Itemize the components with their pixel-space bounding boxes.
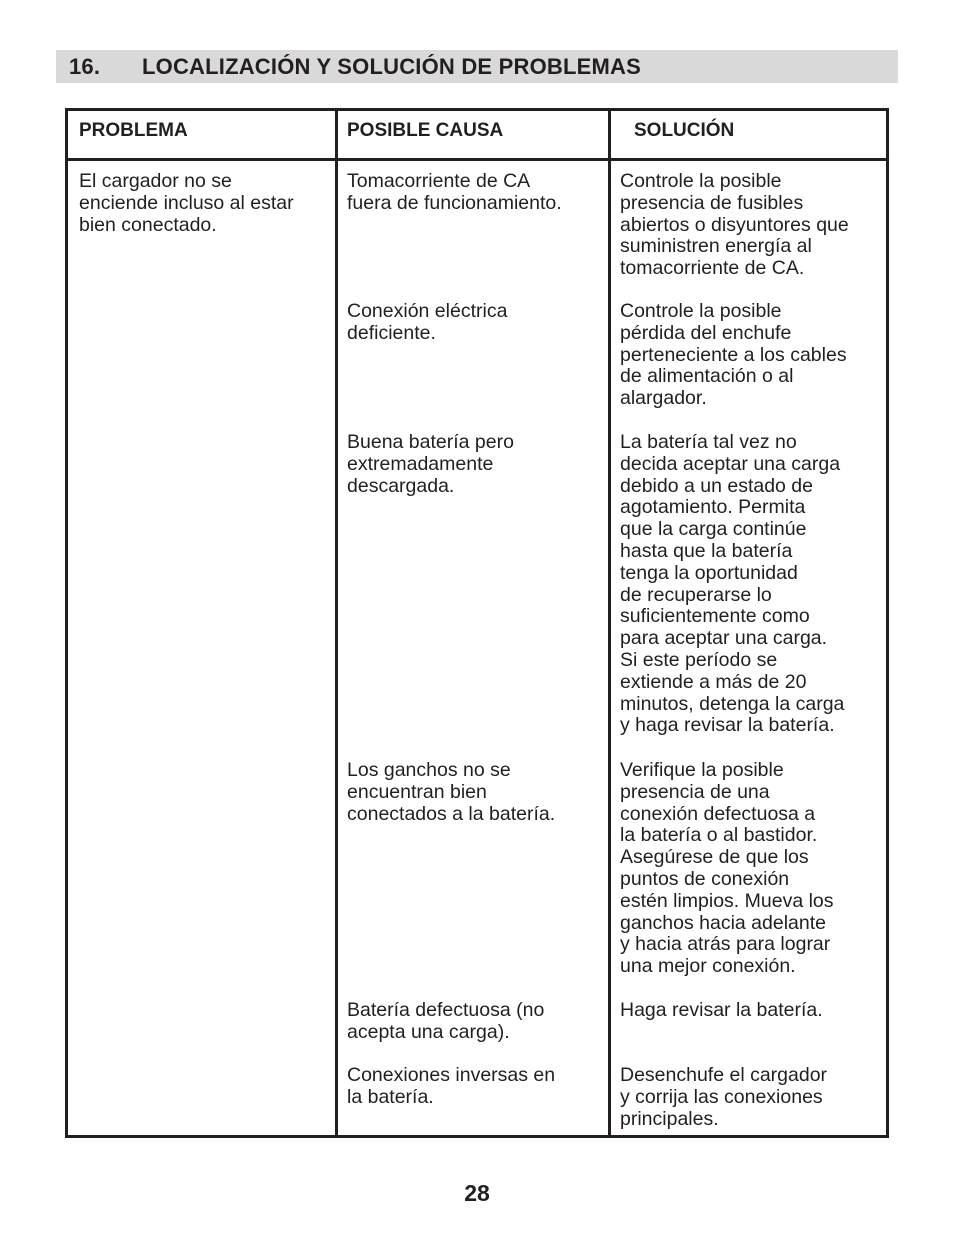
page-number: 28 [464,1180,490,1206]
solution-cell: Desenchufe el cargador y corrija las conexiones principales. [620,1064,828,1130]
cause-cell: Buena batería pero extremadamente descargada. [347,431,514,497]
solution-cell: Verifique la posible presencia de una conexión defectuosa a la batería o al bastidor. Asegúrese de que los puntos de conexión estén limpios. Mueva los ganchos hacia adelante y hacia atrás para lograr una mejor conexión. [620,759,834,978]
column-divider [335,111,338,1135]
header-divider [68,158,886,161]
column-divider [608,111,611,1135]
section-number: 16. [69,54,101,79]
cause-cell: Conexiones inversas en la batería. [347,1064,556,1108]
section-title: LOCALIZACIÓN Y SOLUCIÓN DE PROBLEMAS [142,54,641,79]
section-heading-bar [56,50,898,83]
troubleshooting-table [65,108,889,1138]
solution-cell: La batería tal vez no decida aceptar una carga debido a un estado de agotamiento. Permita que la carga continúe hasta que la batería tenga la oportunidad de recuperarse lo suficientemente como para aceptar una carga. Si este período se extiende a más de 20 minutos, detenga la carga y haga revisar la batería. [620,431,845,737]
solution-cell: Controle la posible pérdida del enchufe perteneciente a los cables de alimentación o al alargador. [620,300,847,410]
solution-cell: Haga revisar la batería. [620,999,823,1021]
header-solution: SOLUCIÓN [634,120,735,141]
header-cause: POSIBLE CAUSA [347,120,504,141]
header-problem: PROBLEMA [79,120,188,141]
cause-cell: Los ganchos no se encuentran bien conectados a la batería. [347,759,556,825]
problem-cell: El cargador no se enciende incluso al estar bien conectado. [79,170,294,236]
cause-cell: Tomacorriente de CA fuera de funcionamiento. [347,170,562,214]
solution-cell: Controle la posible presencia de fusibles abiertos o disyuntores que suministren energía al tomacorriente de CA. [620,170,849,280]
cause-cell: Conexión eléctrica deficiente. [347,300,508,344]
cause-cell: Batería defectuosa (no acepta una carga). [347,999,545,1043]
